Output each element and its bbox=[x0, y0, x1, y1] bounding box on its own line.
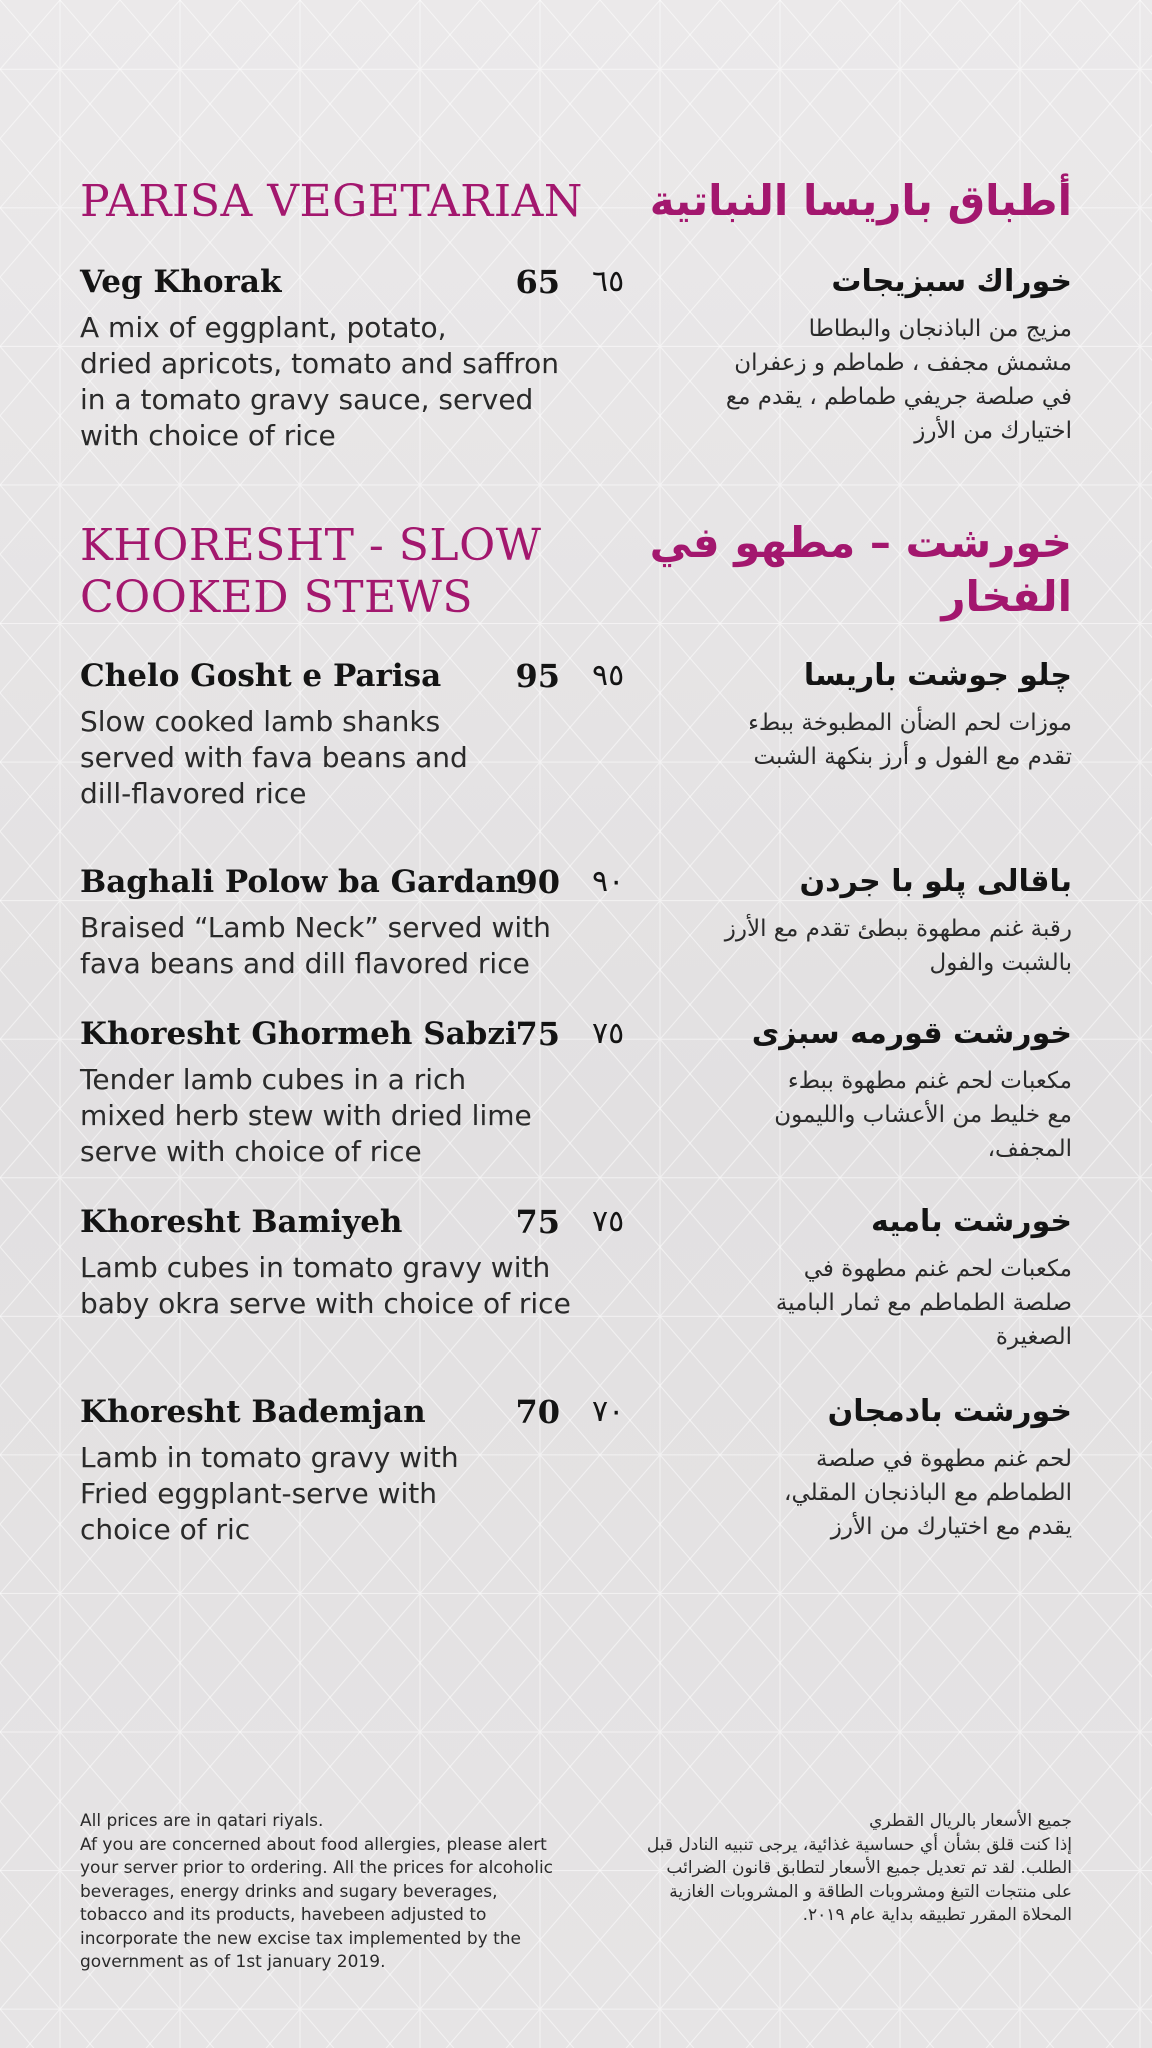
item-description: Lamb in tomato gravy with Fried eggplant-serve with choice of ric bbox=[80, 1441, 459, 1546]
item-price-ar: ٧٥ bbox=[592, 1016, 625, 1051]
item-price: 90 bbox=[515, 863, 560, 901]
section-title-vegetarian: PARISA VEGETARIAN bbox=[80, 176, 583, 227]
item-price: 65 bbox=[515, 263, 560, 301]
item-name: Chelo Gosht e Parisa bbox=[80, 658, 442, 694]
item-description-ar: موزات لحم الضأن المطبوخة ببطء تقدم مع الفول و أرز بنكهة الشبت bbox=[748, 710, 1072, 770]
item-name-ar: چلو جوشت باريسا bbox=[803, 658, 1072, 693]
item-name-ar: خورشت قورمه سبزى bbox=[751, 1016, 1072, 1051]
item-price: 75 bbox=[515, 1203, 560, 1241]
item-name-ar: خوراك سبزيجات bbox=[831, 264, 1072, 299]
footer-allergy-tax-note: Af you are concerned about food allergies, please alert your server prior to ordering. All the prices for alcoholic beverages, energy drinks and sugary beverages, tobacco and its products, havebeen adjusted to incorporate the new excise tax implemented by the government as of 1st january 2019. bbox=[80, 1834, 554, 1972]
item-price: 70 bbox=[515, 1393, 560, 1431]
item-description: Tender lamb cubes in a rich mixed herb stew with dried lime serve with choice of rice bbox=[80, 1063, 532, 1168]
section-title-khoresht-ar: خورشت – مطهو في الفخار bbox=[649, 518, 1072, 621]
item-name: Khoresht Bademjan bbox=[80, 1394, 426, 1430]
item-name: Khoresht Ghormeh Sabzi bbox=[80, 1016, 517, 1052]
footer-prices-note: All prices are in qatari riyals. bbox=[80, 1811, 324, 1831]
item-name: Veg Khorak bbox=[80, 264, 282, 300]
item-description-ar: مكعبات لحم غنم مطهوة في صلصة الطماطم مع ثمار البامية الصغيرة bbox=[775, 1256, 1072, 1350]
footer-notice-ar: جميع الأسعار بالريال القطري إذا كنت قلق بشأن أي حساسية غذائية، يرجى تنبيه النادل قبل الطلب. لقد تم تعديل جميع الأسعار لتطابق قانون الضرائب على منتجات التبغ ومشروبات الطاقة و المشروبات الغازية المحلاة المقرر تطبيقه بداية عام ٢٠١٩. bbox=[646, 1811, 1072, 1925]
footer-notice bbox=[80, 1810, 560, 1975]
item-description-ar: لحم غنم مطهوة في صلصة الطماطم مع الباذنجان المقلي، يقدم مع اختيارك من الأرز bbox=[784, 1446, 1072, 1540]
item-price-ar: ٩٥ bbox=[592, 658, 625, 693]
item-price-ar: ٧٥ bbox=[592, 1204, 625, 1239]
item-description-ar: مزيج من الباذنجان والبطاطا مشمش مجفف ، طماطم و زعفران في صلصة جريفي طماطم ، يقدم مع اختيارك من الأرز bbox=[725, 316, 1072, 444]
item-description: Braised “Lamb Neck” served with fava beans and dill flavored rice bbox=[80, 911, 551, 980]
item-price: 75 bbox=[515, 1015, 560, 1053]
item-description: A mix of eggplant, potato, dried apricots, tomato and saffron in a tomato gravy sauce, served with choice of rice bbox=[80, 311, 560, 452]
section-title-khoresht: KHORESHT - SLOW COOKED STEWS bbox=[80, 520, 542, 623]
section-title-vegetarian-ar: أطباق باريسا النباتية bbox=[649, 176, 1072, 225]
item-price-ar: ٧٠ bbox=[592, 1394, 625, 1429]
item-description-ar: مكعبات لحم غنم مطهوة ببطء مع خليط من الأعشاب والليمون المجفف، bbox=[774, 1068, 1072, 1162]
item-description: Slow cooked lamb shanks served with fava beans and dill-flavored rice bbox=[80, 705, 468, 810]
item-description-ar: رقبة غنم مطهوة ببطئ تقدم مع الأرز بالشبت والفول bbox=[724, 916, 1072, 976]
item-name: Khoresht Bamiyeh bbox=[80, 1204, 403, 1240]
item-name-ar: باقالى پلو با جردن bbox=[799, 864, 1072, 899]
item-name: Baghali Polow ba Gardan bbox=[80, 864, 518, 900]
item-name-ar: خورشت باميه bbox=[871, 1204, 1072, 1239]
item-description: Lamb cubes in tomato gravy with baby okra serve with choice of rice bbox=[80, 1251, 571, 1320]
item-price-ar: ٦٥ bbox=[592, 264, 625, 299]
item-price-ar: ٩٠ bbox=[592, 864, 625, 899]
item-name-ar: خورشت بادمجان bbox=[827, 1394, 1072, 1429]
item-price: 95 bbox=[515, 657, 560, 695]
